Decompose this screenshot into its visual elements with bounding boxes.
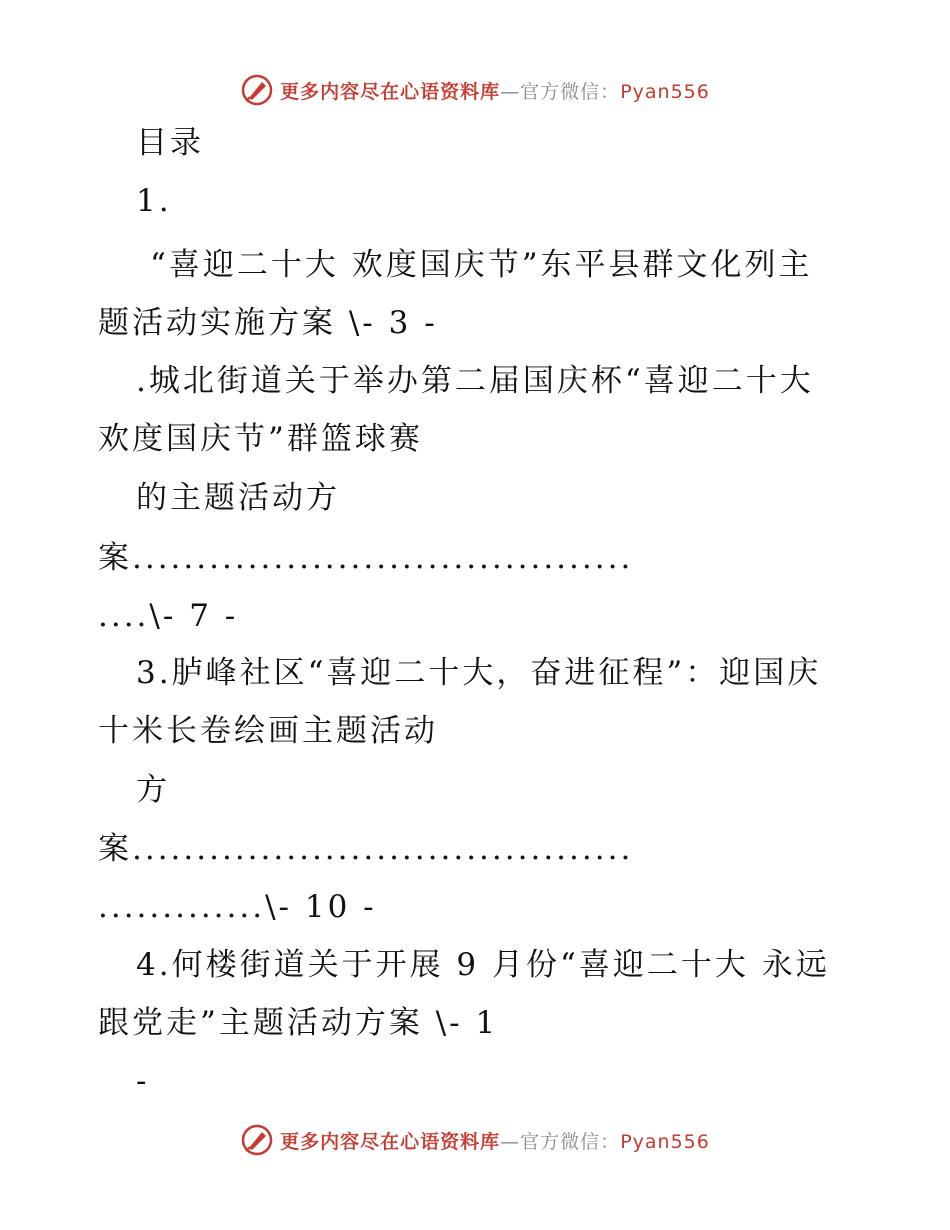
- toc-line: 的主题活动方: [136, 480, 340, 516]
- toc-line: 方: [136, 772, 170, 808]
- toc-line: 欢度国庆节”群篮球赛: [98, 421, 423, 457]
- header-watermark-banner: [0, 70, 950, 110]
- toc-line: 1.: [136, 183, 172, 219]
- pen-nib-logo-icon: [240, 1123, 274, 1157]
- footer-watermark-banner: [0, 1120, 950, 1160]
- toc-title: 目录: [136, 125, 204, 161]
- toc-line: ....\- 7 -: [98, 598, 239, 634]
- toc-line: 跟党走”主题活动方案 \- 1: [98, 1005, 499, 1041]
- toc-line: 十米长卷绘画主题活动: [98, 713, 438, 749]
- toc-line: .............\- 10 -: [98, 889, 377, 925]
- toc-line: 案.......................................: [98, 540, 634, 576]
- pen-nib-logo-icon: [240, 73, 274, 107]
- toc-line: “喜迎二十大 欢度国庆节”东平县群文化列主: [150, 247, 813, 283]
- toc-line: 4.何楼街道关于开展 9 月份“喜迎二十大 永远: [136, 947, 830, 983]
- toc-line: .城北街道关于举办第二届国庆杯“喜迎二十大: [136, 363, 814, 399]
- watermark-text: 更多内容尽在心语资料库—官方微信：Pyan556: [280, 1130, 710, 1153]
- toc-line: 案.......................................: [98, 831, 634, 867]
- toc-line: 3.胪峰社区“喜迎二十大，奋进征程”：迎国庆: [136, 655, 822, 691]
- watermark-text: 更多内容尽在心语资料库—官方微信：Pyan556: [280, 80, 710, 103]
- toc-line: -: [136, 1063, 150, 1099]
- toc-line: 题活动实施方案 \- 3 -: [98, 305, 438, 341]
